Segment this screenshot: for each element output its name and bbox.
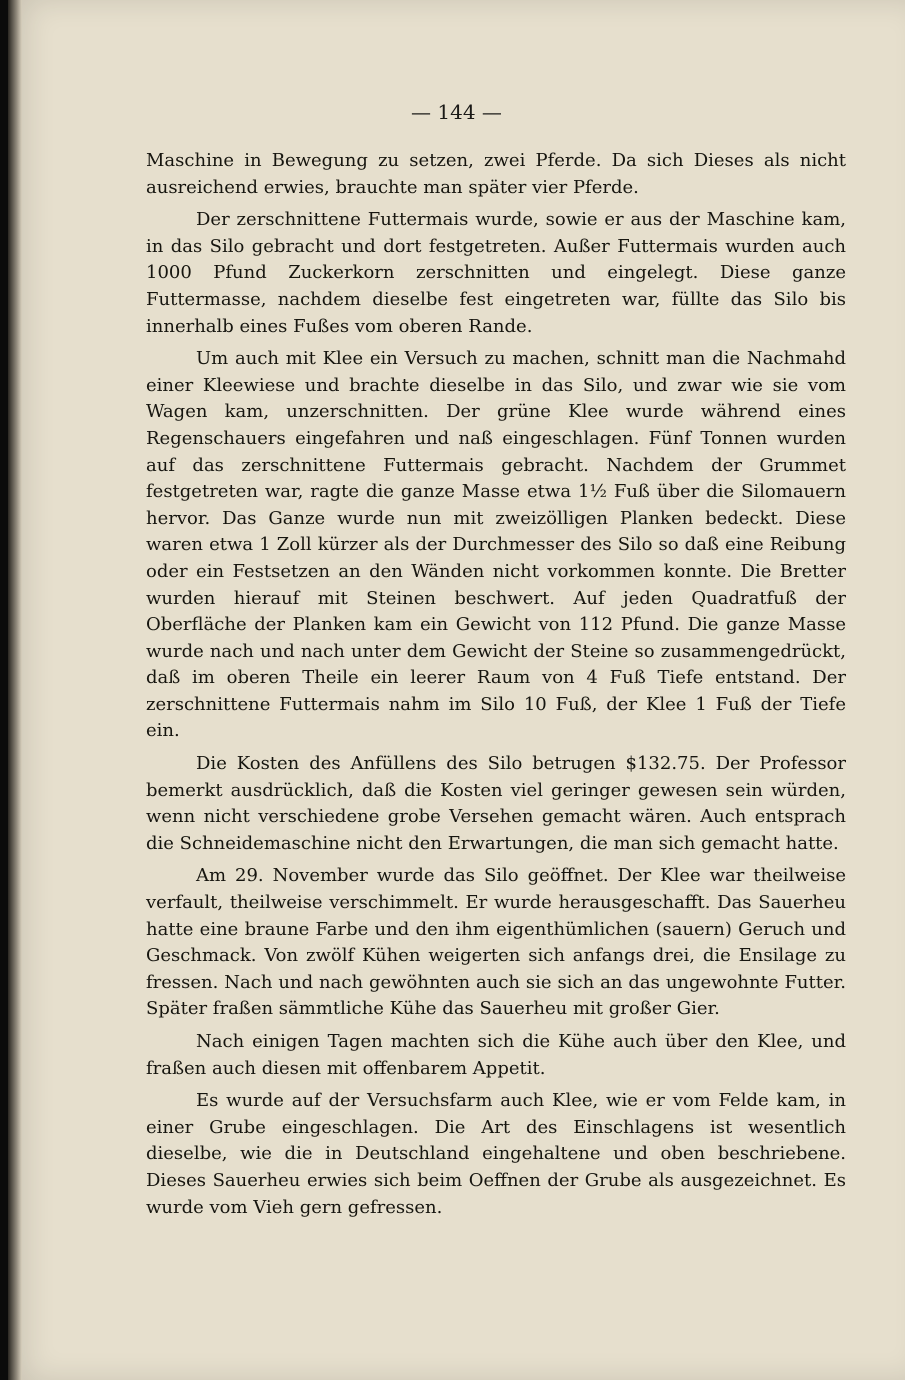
paragraph-2: Der zerschnittene Futtermais wurde, sowie er aus der Maschine kam, in das Silo gebracht und dort festgetreten. Außer Futtermais wurden auch 1000 Pfund Zuckerkorn zerschnitten und eingelegt. Diese ganze Futtermasse, nachdem dieselbe fest eingetreten war, füllte das Silo bis innerhalb eines Fußes vom oberen Rande. bbox=[146, 209, 846, 337]
paragraph-7: Es wurde auf der Versuchsfarm auch Klee, wie er vom Felde kam, in einer Grube eingeschlagen. Die Art des Einschlagens ist wesentlich dieselbe, wie die in Deutschland eingehaltene und oben beschriebene. Dieses Sauerheu erwies sich beim Oeffnen der Grube als ausgezeichnet. Es wurde vom Vieh gern gefressen. bbox=[146, 1090, 846, 1218]
paragraph-1: Maschine in Bewegung zu setzen, zwei Pferde. Da sich Dieses als nicht ausreichend erwies, brauchte man später vier Pferde. bbox=[146, 150, 846, 198]
page-scan bbox=[8, 0, 905, 1380]
paragraph-6: Nach einigen Tagen machten sich die Kühe auch über den Klee, und fraßen auch diesen mit offenbarem Appetit. bbox=[146, 1031, 846, 1079]
page-edge bbox=[8, 0, 22, 1380]
paragraph-5: Am 29. November wurde das Silo geöffnet. Der Klee war theilweise verfault, theilweise verschimmelt. Er wurde herausgeschafft. Das Sauerheu hatte eine braune Farbe und den ihm eigenthümlichen (sauern) Geruch und Geschmack. Von zwölf Kühen weigerten sich anfangs drei, die Ensilage zu fressen. Nach und nach gewöhnten auch sie sich an das ungewohnte Futter. Später fraßen sämmtliche Kühe das Sauerheu mit großer Gier. bbox=[146, 865, 846, 1020]
text-body bbox=[146, 148, 846, 1227]
paragraph-3: Um auch mit Klee ein Versuch zu machen, schnitt man die Nachmahd einer Kleewiese und brachte dieselbe in das Silo, und zwar wie sie vom Wagen kam, unzerschnitten. Der grüne Klee wurde während eines Regenschauers eingefahren und naß eingeschlagen. Fünf Tonnen wurden auf das zerschnittene Futtermais gebracht. Nachdem der Grummet festgetreten war, ragte die ganze Masse etwa 1½ Fuß über die Silomauern hervor. Das Ganze wurde nun mit zweizölligen Planken bedeckt. Diese waren etwa 1 Zoll kürzer als der Durchmesser des Silo so daß eine Reibung oder ein Festsetzen an den Wänden nicht vorkommen konnte. Die Bretter wurden hierauf mit Steinen beschwert. Auf jeden Quadratfuß der Oberfläche der Planken kam ein Gewicht von 112 Pfund. Die ganze Masse wurde nach und nach unter dem Gewicht der Steine so zusammengedrückt, daß im oberen Theile ein leerer Raum von 4 Fuß Tiefe entstand. Der zerschnittene Futtermais nahm im Silo 10 Fuß, der Klee 1 Fuß der Tiefe ein. bbox=[146, 348, 846, 742]
page-number: — 144 — bbox=[411, 100, 502, 124]
paragraph-4: Die Kosten des Anfüllens des Silo betrugen $132.75. Der Professor bemerkt ausdrücklich, daß die Kosten viel geringer gewesen sein würden, wenn nicht verschiedene grobe Versehen gemacht wären. Auch entsprach die Schneidemaschine nicht den Erwartungen, die man sich gemacht hatte. bbox=[146, 753, 846, 854]
